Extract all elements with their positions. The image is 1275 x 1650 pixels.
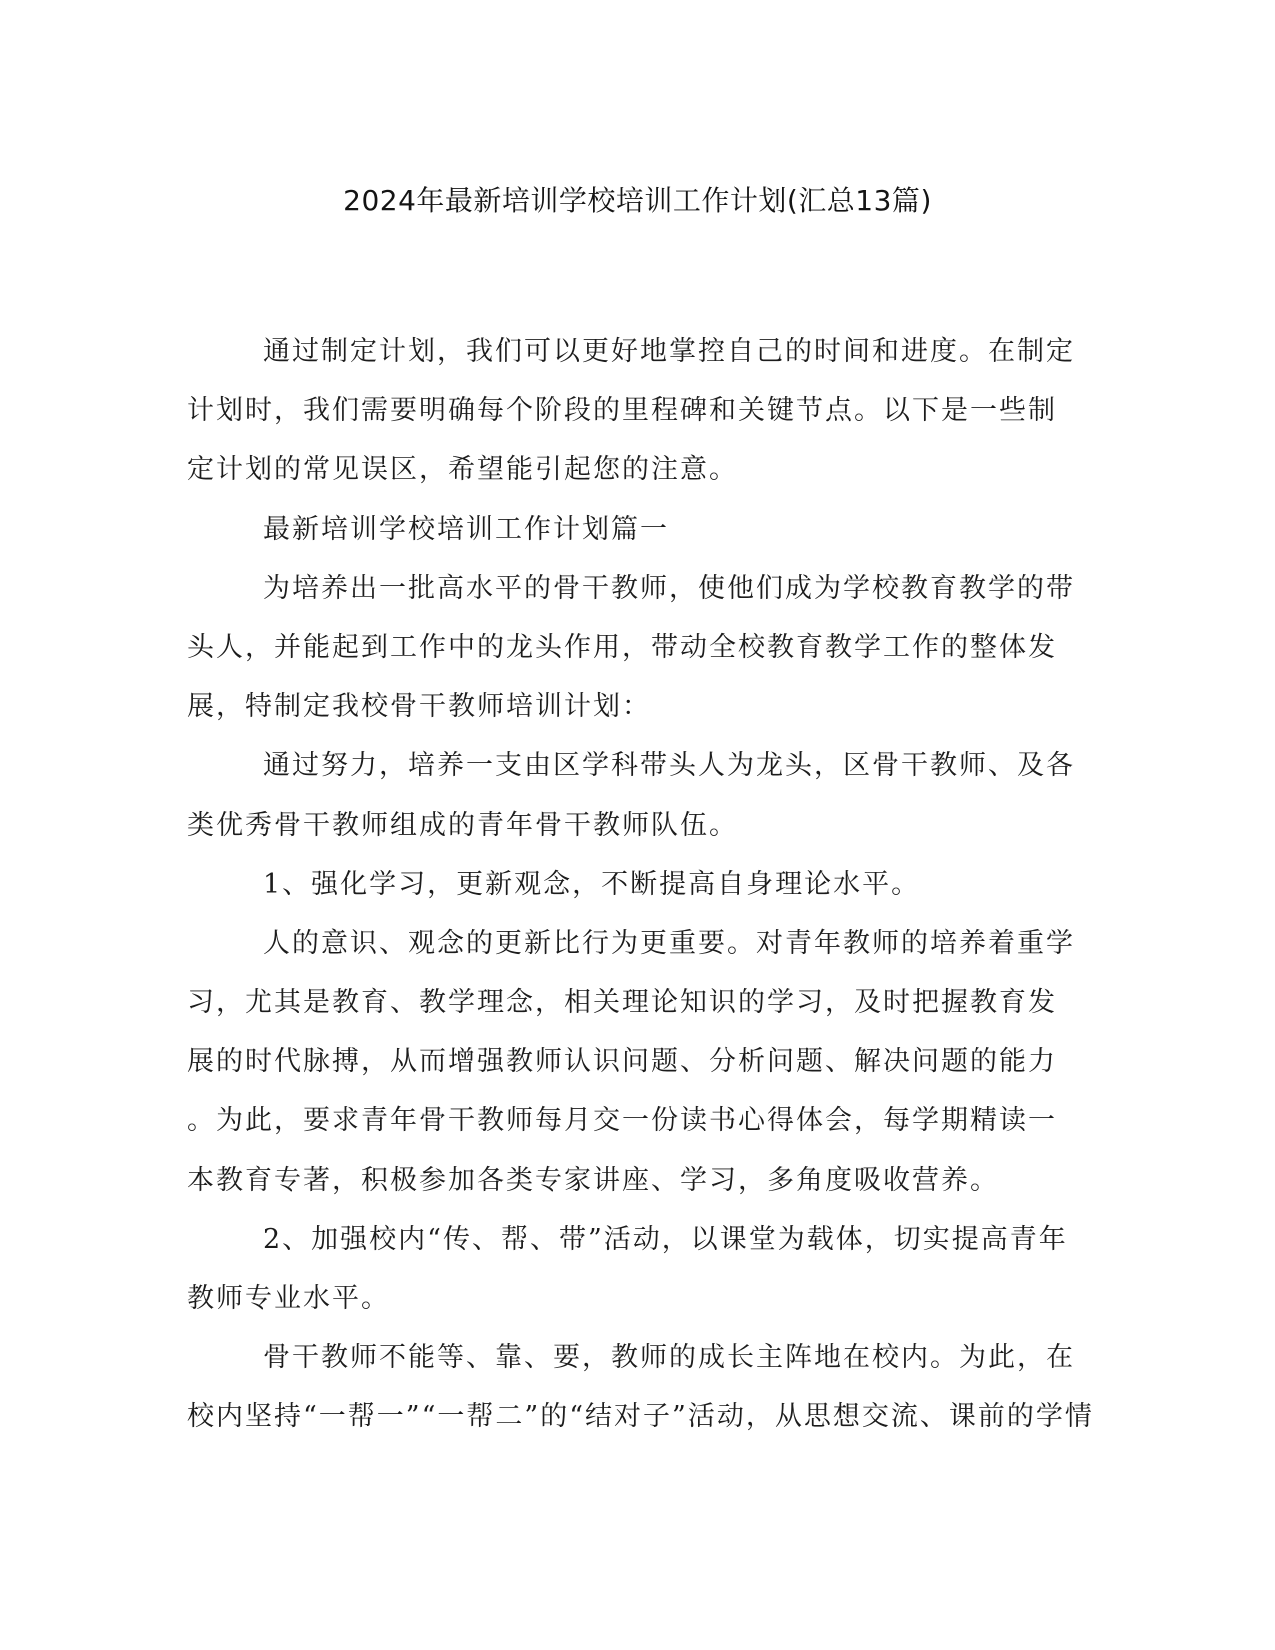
text-line: 头人，并能起到工作中的龙头作用，带动全校教育教学工作的整体发 bbox=[187, 631, 1057, 663]
text-line: 人的意识、观念的更新比行为更重要。对青年教师的培养着重学 bbox=[263, 927, 1075, 959]
text-line: 骨干教师不能等、靠、要，教师的成长主阵地在校内。为此，在 bbox=[263, 1342, 1075, 1374]
text-line: 最新培训学校培训工作计划篇一 bbox=[263, 513, 669, 545]
text-line: 。为此，要求青年骨干教师每月交一份读书心得体会，每学期精读一 bbox=[187, 1105, 1057, 1137]
text-line: 1、强化学习，更新观念，不断提高自身理论水平。 bbox=[263, 868, 921, 900]
text-line: 展的时代脉搏，从而增强教师认识问题、分析问题、解决问题的能力 bbox=[187, 1046, 1057, 1078]
text-line: 定计划的常见误区，希望能引起您的注意。 bbox=[187, 454, 738, 486]
text-line: 展，特制定我校骨干教师培训计划： bbox=[187, 691, 651, 723]
text-line: 为培养出一批高水平的骨干教师，使他们成为学校教育教学的带 bbox=[263, 572, 1075, 604]
text-line: 类优秀骨干教师组成的青年骨干教师队伍。 bbox=[187, 809, 738, 841]
text-line: 2、加强校内“传、帮、带”活动，以课堂为载体，切实提高青年 bbox=[263, 1223, 1068, 1255]
text-line: 习，尤其是教育、教学理念，相关理论知识的学习，及时把握教育发 bbox=[187, 987, 1057, 1019]
text-line: 通过努力，培养一支由区学科带头人为龙头，区骨干教师、及各 bbox=[263, 750, 1075, 782]
document-body bbox=[187, 322, 1094, 1447]
text-line: 计划时，我们需要明确每个阶段的里程碑和关键节点。以下是一些制 bbox=[187, 395, 1057, 427]
document-title: 2024年最新培训学校培训工作计划(汇总13篇) bbox=[343, 184, 932, 217]
text-line: 校内坚持“一帮一”“一帮二”的“结对子”活动，从思想交流、课前的学情 bbox=[187, 1401, 1094, 1433]
text-line: 本教育专著，积极参加各类专家讲座、学习，多角度吸收营养。 bbox=[187, 1164, 999, 1196]
text-line: 通过制定计划，我们可以更好地掌控自己的时间和进度。在制定 bbox=[263, 336, 1075, 367]
text-line: 教师专业水平。 bbox=[187, 1283, 390, 1314]
